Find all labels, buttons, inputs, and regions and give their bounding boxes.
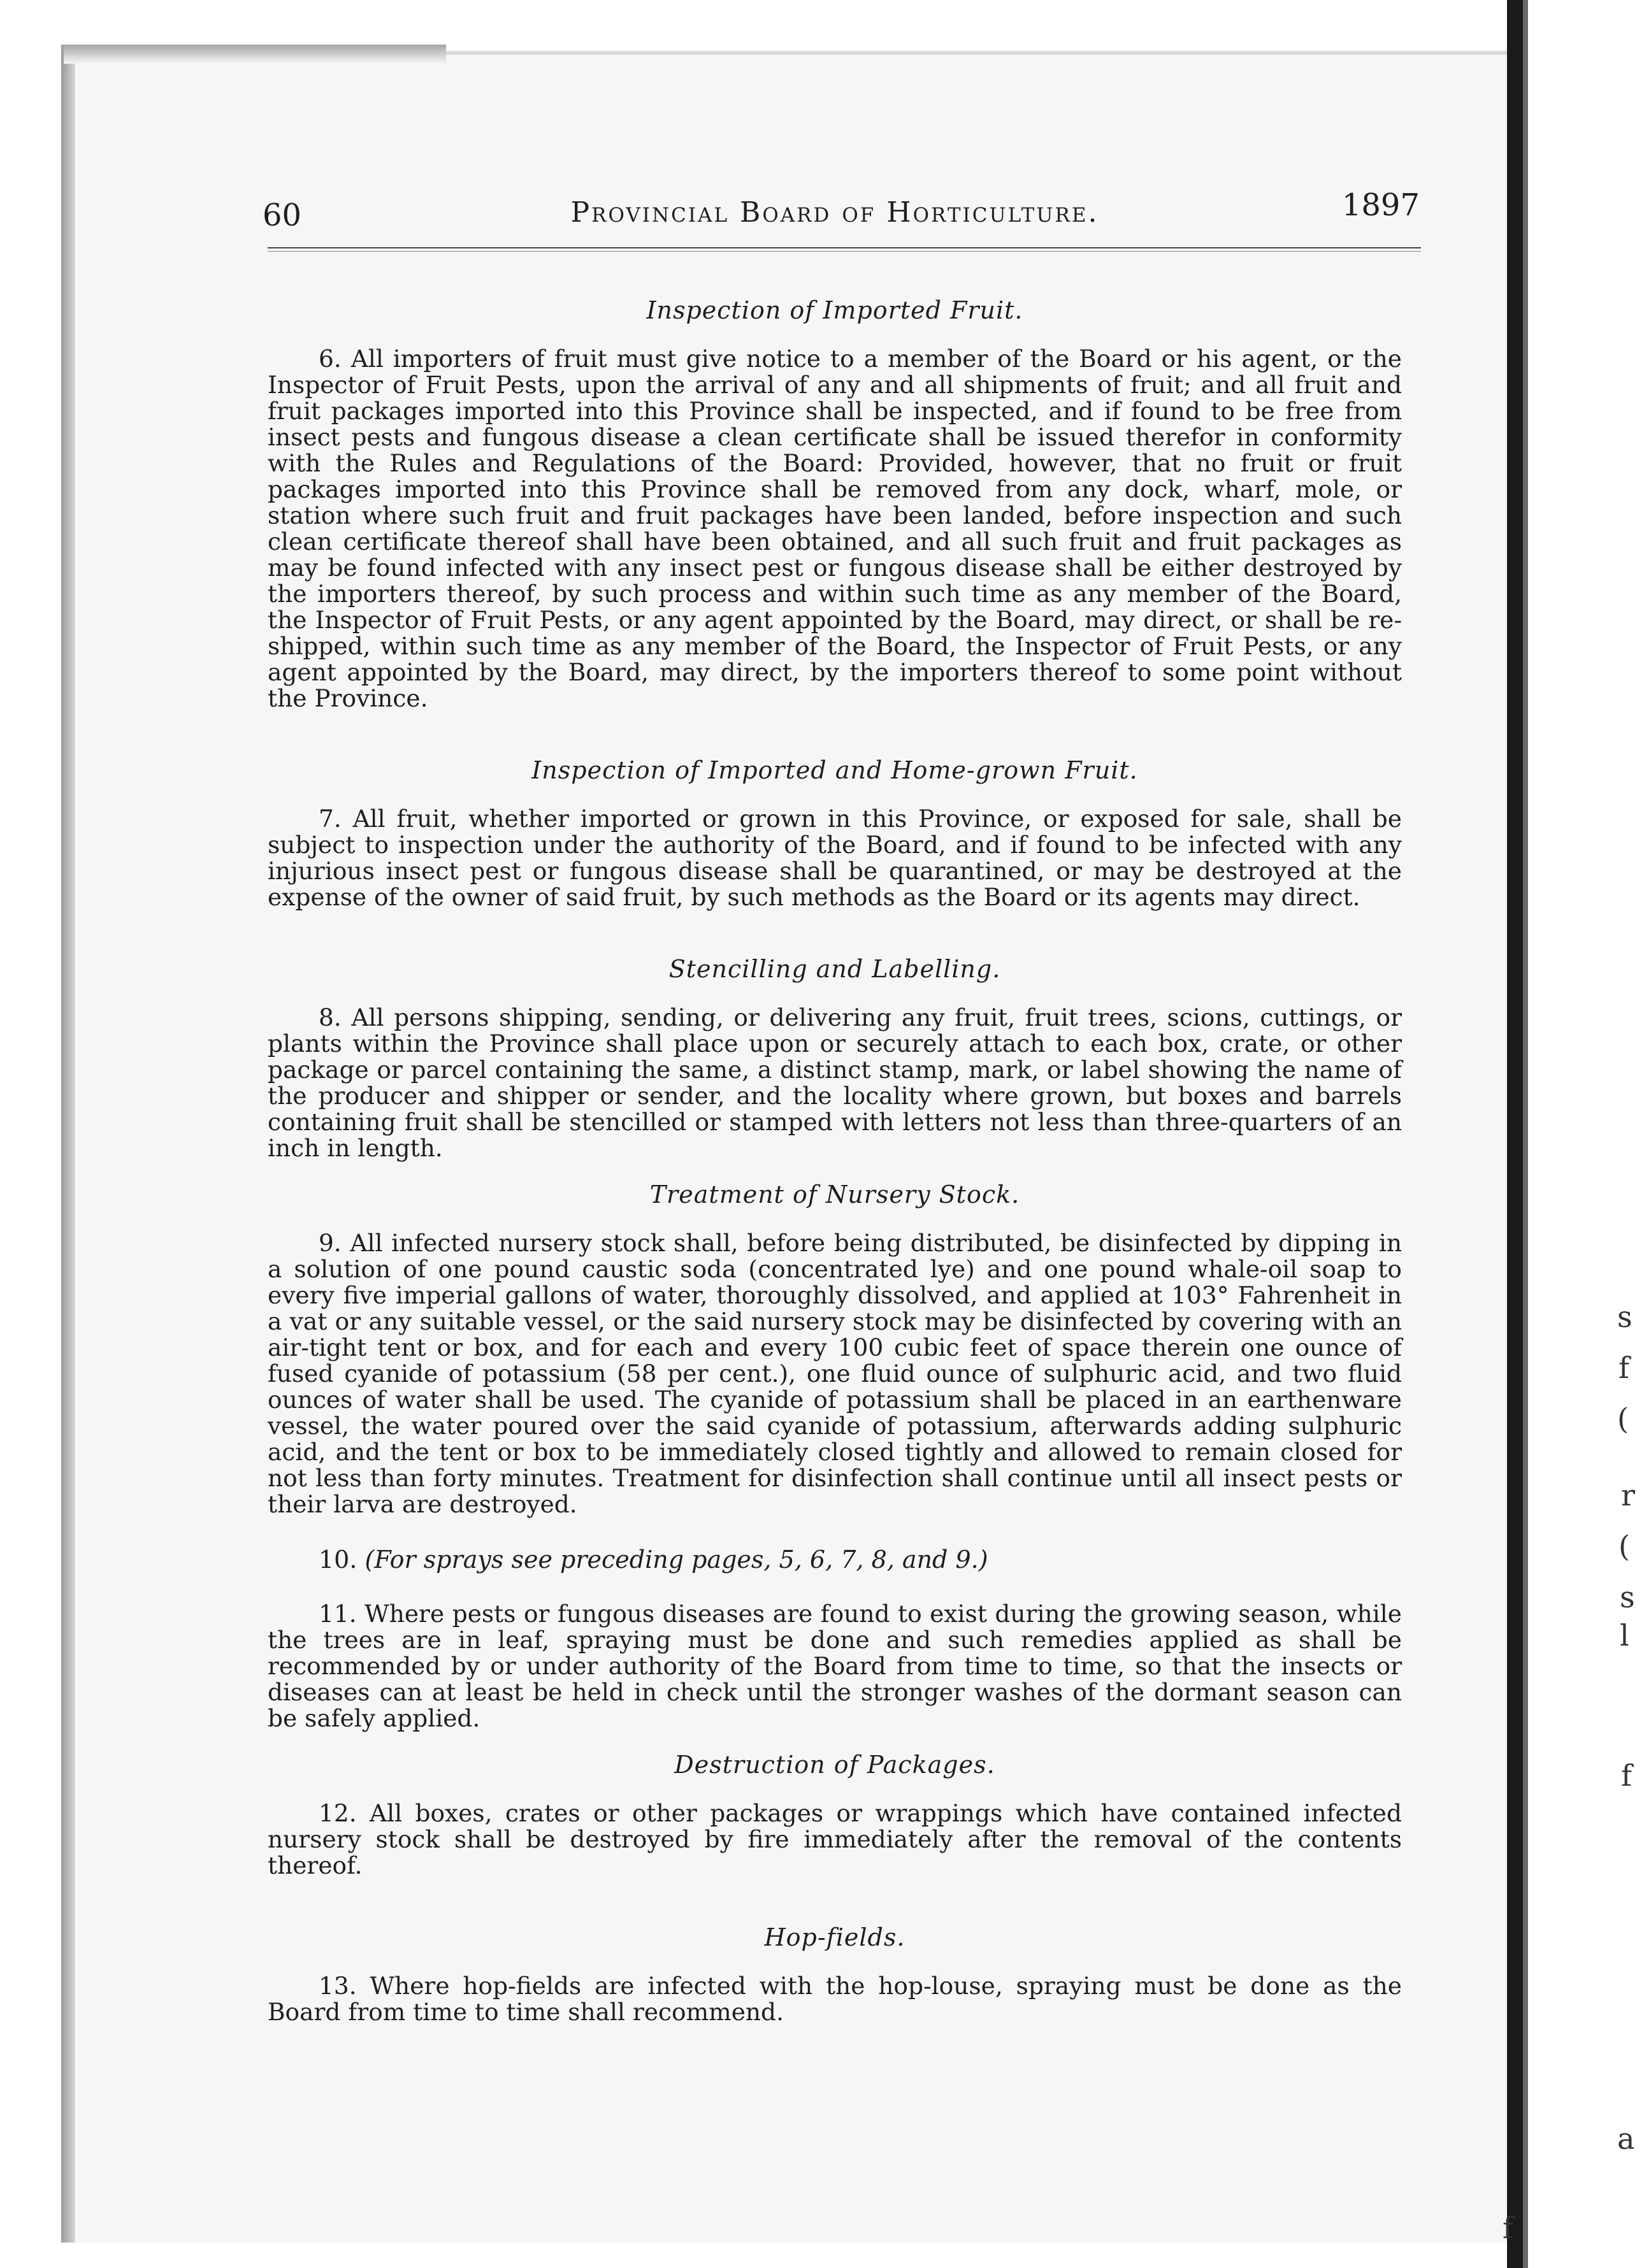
book-binding-gutter — [1507, 0, 1523, 2268]
spray-reference: (For sprays see preceding pages, 5, 6, 7, 8, and 9.) — [364, 1546, 988, 1574]
paragraph-number: 10. — [319, 1546, 357, 1574]
section-heading: Treatment of Nursery Stock. — [649, 1181, 1020, 1209]
facing-page-glyph: a — [1617, 2121, 1635, 2156]
page-left-edge-shadow — [61, 45, 75, 2243]
facing-page-glyph: s — [1617, 1300, 1633, 1334]
paragraph: 12. All boxes, crates or other packages or wrappings which have contained infected nursery stock shall be destroyed by fire immediately after the removal of the contents thereof. — [268, 1799, 1402, 1879]
paragraph: 13. Where hop-fields are infected with the hop-louse, spraying must be done as the Board from time to time shall recommend. — [268, 1972, 1402, 2026]
running-title: Provincial Board of Horticulture. — [570, 196, 1099, 229]
paragraph: 7. All fruit, whether imported or grown in this Province, or exposed for sale, shall be subject to inspection under the authority of the Board, and if found to be infected with any injurious insect pest or fungous disease shall be quarantined, or may be destroyed at the expense of the owner of said fruit, by such methods as the Board or its agents may direct. — [268, 805, 1402, 911]
paragraph: 9. All infected nursery stock shall, before being distributed, be disinfected by dipping in a solution of one pound caustic soda (concentrated lye) and one pound whale-oil soap to every five imperial gallons of water, thoroughly dissolved, and applied at 103° Fahrenheit in a vat or any suitable vessel, or the said nursery stock may be disinfected by covering with an air-tight tent or box, and for each and every 100 cubic feet of space therein one ounce of fused cyanide of potassium (58 per cent.), one fluid ounce of sulphuric acid, and two fluid ounces of water shall be used. The cyanide of potassium shall be placed in an earthenware vessel, the water poured over the said cyanide of potassium, afterwards adding sulphuric acid, and the tent or box to be immediately closed tightly and allowed to remain closed for not less than forty minutes. Treatment for disinfection shall continue until all insect pests or their larva are destroyed. — [268, 1229, 1402, 1518]
paragraph: 8. All persons shipping, sending, or delivering any fruit, fruit trees, scions, cuttings, or plants within the Province shall place upon or securely attach to each box, crate, or other package or parcel containing the same, a distinct stamp, mark, or label showing the name of the producer and shipper or sender, and the locality where grown, but boxes and barrels containing fruit shall be stencilled or stamped with letters not less than three-quarters of an inch in length. — [268, 1003, 1402, 1162]
header-year: 1897 — [1341, 187, 1420, 223]
book-binding-shadow — [1523, 0, 1528, 2268]
paragraph: 6. All importers of fruit must give notice to a member of the Board or his agent, or the Inspector of Fruit Pests, upon the arrival of any and all shipments of fruit; and all fruit and fruit packages imported into this Province shall be inspected, and if found to be free from insect pests and fungous disease a clean certificate shall be issued therefor in conformity with the Rules and Regulations of the Board: Provided, however, that no fruit or fruit packages imported into this Province shall be removed from any dock, wharf, mole, or station where such fruit and fruit packages have been landed, before inspection and such clean certificate thereof shall have been obtained, and all such fruit and fruit packages as may be found infected with any insect pest or fungous disease shall be either destroyed by the importers thereof, by such process and within such time as any member of the Board, the Inspector of Fruit Pests, or any agent appointed by the Board, may direct, or shall be re-shipped, within such time as any member of the Board, the Inspector of Fruit Pests, or any agent appointed by the Board, may direct, by the importers thereof to some point without the Province. — [268, 345, 1402, 712]
facing-page-glyph: f — [1619, 1351, 1630, 1385]
facing-page-glyph: l — [1620, 1618, 1629, 1653]
page-text-block — [263, 178, 1420, 2026]
page-top-edge-shadow — [64, 45, 446, 64]
section-heading: Inspection of Imported Fruit. — [646, 296, 1023, 324]
paragraph: 11. Where pests or fungous diseases are found to exist during the growing season, while the trees are in leaf, spraying must be done and such remedies applied as shall be recommended by or under authority of the Board from time to time, so that the insects or diseases can at least be held in check until the stronger washes of the dormant season can be safely applied. — [268, 1600, 1402, 1732]
facing-page-glyph: f — [1503, 2211, 1514, 2245]
section-heading: Stencilling and Labelling. — [668, 955, 1001, 983]
facing-page-glyph: ( — [1617, 1402, 1629, 1436]
section-heading: Hop-fields. — [764, 1923, 905, 1951]
paragraph-reference — [268, 1547, 1402, 1573]
facing-page-glyph: s — [1620, 1580, 1635, 1614]
facing-page-glyph: f — [1621, 1758, 1633, 1793]
running-header — [263, 178, 1420, 236]
facing-page-strip — [1503, 0, 1644, 2268]
section-heading: Inspection of Imported and Home-grown Fruit. — [531, 756, 1138, 784]
header-rule — [268, 247, 1421, 252]
section-heading: Destruction of Packages. — [674, 1751, 995, 1779]
page-number: 60 — [263, 197, 302, 233]
facing-page-glyph: ( — [1619, 1529, 1630, 1563]
facing-page-glyph: r — [1621, 1478, 1635, 1512]
